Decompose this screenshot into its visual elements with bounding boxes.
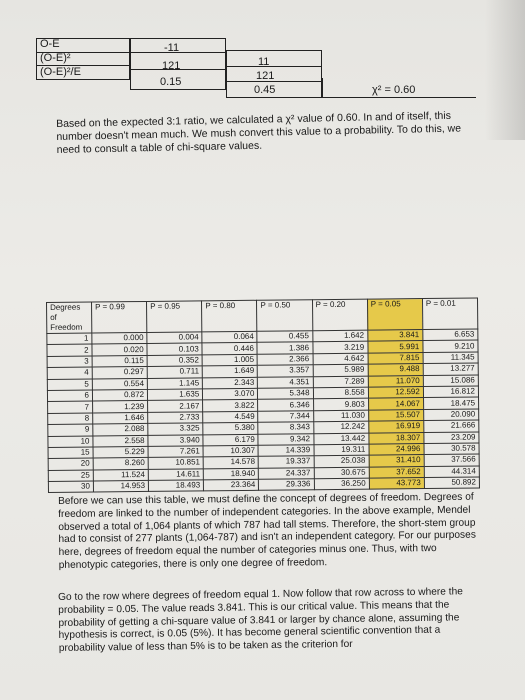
value-cell: 3.325	[148, 423, 203, 435]
value-cell: 0.446	[202, 343, 257, 355]
df-cell: 2	[47, 344, 92, 356]
df-cell: 15	[48, 447, 93, 459]
df-cell: 3	[47, 356, 92, 368]
value-cell: 4.642	[313, 353, 368, 365]
value-cell: 14.067	[368, 398, 423, 410]
value-cell: 43.773	[369, 478, 424, 490]
value-cell: 0.711	[147, 366, 202, 378]
value-cell: 15.086	[423, 375, 478, 387]
value-cell: 7.289	[313, 376, 368, 388]
value-cell: 5.229	[93, 446, 148, 458]
value-cell: 5.380	[203, 422, 258, 434]
value-cell: 31.410	[369, 455, 424, 467]
value-cell: 30.675	[314, 467, 369, 479]
value-cell: 24.996	[369, 443, 424, 455]
value-cell: 36.250	[314, 478, 369, 490]
value-cell: 3.357	[258, 365, 313, 377]
value-cell: 37.652	[369, 466, 424, 478]
df-cell: 8	[48, 413, 93, 425]
value-cell: 8.558	[313, 387, 368, 399]
header-probability: P = 0.01	[422, 298, 477, 330]
row-label-oe-squared-over-e: (O-E)²/E	[40, 66, 81, 78]
value-cell: 0.000	[92, 332, 147, 344]
value-cell: 11.070	[368, 375, 423, 387]
header-probability: P = 0.80	[202, 300, 257, 332]
header-probability: P = 0.50	[257, 300, 312, 332]
value-cell: 12.242	[313, 421, 368, 433]
value-cell: 44.314	[424, 466, 479, 478]
col1-value: 121	[162, 60, 181, 72]
value-cell: 2.366	[257, 353, 312, 365]
paragraph-degrees-of-freedom: Before we can use this table, we must define the concept of degrees of freedom. Degrees of freedom are linked to the number of independent categories. In the above example, Mendel observed a total of 1,064 plants of which 787 had tall stems. Therefore, the short-stem group had to consist of 277 plants (1,064-787) and isn't an independent category. For our purposes here, degrees of freedom equal the number of categories minus one. Thus, with two phenotypic categories, there is only one degree of freedom.	[58, 491, 476, 571]
value-cell: 1.005	[202, 354, 257, 366]
paragraph-intro: Based on the expected 3:1 ratio, we calculated a χ² value of 0.60. In and of itself, this number doesn't mean much. We mush convert this value to a probability. To do this, we need to consult a table of chi-square values.	[56, 109, 462, 156]
value-cell: 2.167	[148, 400, 203, 412]
value-cell: 9.210	[423, 340, 478, 352]
value-cell: 0.103	[147, 343, 202, 355]
value-cell: 14.578	[203, 457, 258, 469]
value-cell: 14.953	[93, 481, 148, 493]
value-cell: 12.592	[368, 387, 423, 399]
value-cell: 5.348	[258, 388, 313, 400]
value-cell: 9.803	[313, 398, 368, 410]
value-cell: 13.442	[313, 433, 368, 445]
value-cell: 6.346	[258, 399, 313, 411]
value-cell: 0.455	[257, 331, 312, 343]
value-cell: 5.991	[368, 341, 423, 353]
value-cell: 6.179	[203, 434, 258, 446]
value-cell: 16.919	[368, 421, 423, 433]
value-cell: 1.239	[93, 401, 148, 413]
value-cell: 8.260	[93, 458, 148, 470]
value-cell: 0.004	[147, 332, 202, 344]
value-cell: 11.524	[93, 469, 148, 481]
value-cell: 18.493	[149, 480, 204, 492]
value-cell: 24.337	[259, 467, 314, 479]
value-cell: 18.307	[369, 432, 424, 444]
value-cell: 2.558	[93, 435, 148, 447]
value-cell: 7.815	[368, 352, 423, 364]
value-cell: 2.088	[93, 424, 148, 436]
value-cell: 3.822	[203, 400, 258, 412]
value-cell: 1.646	[93, 412, 148, 424]
value-cell: 14.339	[258, 445, 313, 457]
value-cell: 7.261	[148, 446, 203, 458]
value-cell: 3.219	[312, 342, 367, 354]
value-cell: 21.666	[424, 420, 479, 432]
value-cell: 23.209	[424, 431, 479, 443]
value-cell: 11.345	[423, 352, 478, 364]
col2-value: 0.45	[254, 84, 276, 96]
value-cell: 4.351	[258, 376, 313, 388]
value-cell: 20.090	[423, 409, 478, 421]
value-cell: 7.344	[258, 410, 313, 422]
col2-value: 11	[258, 56, 270, 68]
value-cell: 4.549	[203, 411, 258, 423]
value-cell: 6.653	[423, 329, 478, 341]
value-cell: 2.733	[148, 412, 203, 424]
value-cell: 0.872	[92, 389, 147, 401]
value-cell: 9.342	[258, 433, 313, 445]
col1-value: -11	[164, 42, 180, 54]
value-cell: 1.386	[257, 342, 312, 354]
value-cell: 0.020	[92, 344, 147, 356]
header-probability: P = 0.95	[147, 301, 202, 333]
df-cell: 7	[48, 401, 93, 413]
value-cell: 1.635	[148, 389, 203, 401]
value-cell: 10.851	[148, 457, 203, 469]
df-cell: 9	[48, 424, 93, 436]
value-cell: 0.352	[147, 355, 202, 367]
page-shadow	[485, 0, 525, 140]
value-cell: 2.343	[203, 377, 258, 389]
value-cell: 3.841	[368, 330, 423, 342]
value-cell: 8.343	[258, 422, 313, 434]
value-cell: 50.892	[424, 477, 479, 489]
value-cell: 3.940	[148, 434, 203, 446]
value-cell: 1.145	[147, 377, 202, 389]
row-label-oe: O-E	[40, 38, 60, 50]
value-cell: 1.649	[202, 365, 257, 377]
value-cell: 9.488	[368, 364, 423, 376]
col1-value: 0.15	[160, 76, 182, 88]
header-probability: P = 0.99	[92, 301, 147, 333]
value-cell: 19.311	[314, 444, 369, 456]
df-cell: 5	[47, 379, 92, 391]
value-cell: 19.337	[259, 456, 314, 468]
value-cell: 37.566	[424, 454, 479, 466]
value-cell: 1.642	[312, 330, 367, 342]
value-cell: 0.554	[92, 378, 147, 390]
chi-square-table	[46, 297, 480, 493]
value-cell: 13.277	[423, 363, 478, 375]
paragraph-critical-value: Go to the row where degrees of freedom equal 1. Now follow that row across to where the probability = 0.05. The value reads 3.841. This is our critical value. This means that the probability of getting a chi-square value of 3.841 or larger by chance alone, assuming the hypothesis is correct, is 0.05 (5%). It has become general scientific convention that a probability value of less than 5% is to be taken as the criterion for	[58, 586, 464, 655]
value-cell: 3.070	[203, 388, 258, 400]
chi-table-header-row	[47, 298, 478, 334]
df-cell: 10	[48, 436, 93, 448]
df-cell: 6	[47, 390, 92, 402]
df-cell: 20	[48, 458, 93, 470]
df-cell: 4	[47, 367, 92, 379]
value-cell: 5.989	[313, 364, 368, 376]
df-cell: 25	[48, 470, 93, 482]
value-cell: 29.336	[259, 479, 314, 491]
value-cell: 23.364	[204, 479, 259, 491]
row-label-oe-squared: (O-E)²	[40, 52, 71, 64]
col2-value: 121	[256, 70, 275, 82]
df-cell: 30	[48, 481, 93, 493]
value-cell: 14.611	[148, 469, 203, 481]
value-cell: 0.115	[92, 355, 147, 367]
value-cell: 30.578	[424, 443, 479, 455]
value-cell: 11.030	[313, 410, 368, 422]
value-cell: 16.812	[423, 386, 478, 398]
chi-square-total: χ² = 0.60	[372, 84, 416, 96]
value-cell: 25.038	[314, 455, 369, 467]
value-cell: 10.307	[203, 445, 258, 457]
value-cell: 15.507	[368, 409, 423, 421]
header-probability: P = 0.20	[312, 299, 367, 331]
df-cell: 1	[47, 333, 92, 345]
oe-table	[36, 38, 476, 98]
value-cell: 18.475	[423, 397, 478, 409]
value-cell: 18.940	[204, 468, 259, 480]
value-cell: 0.297	[92, 367, 147, 379]
header-degrees-of-freedom: Degrees of Freedom	[47, 302, 92, 333]
header-probability: P = 0.05	[367, 299, 422, 331]
value-cell: 0.064	[202, 331, 257, 343]
